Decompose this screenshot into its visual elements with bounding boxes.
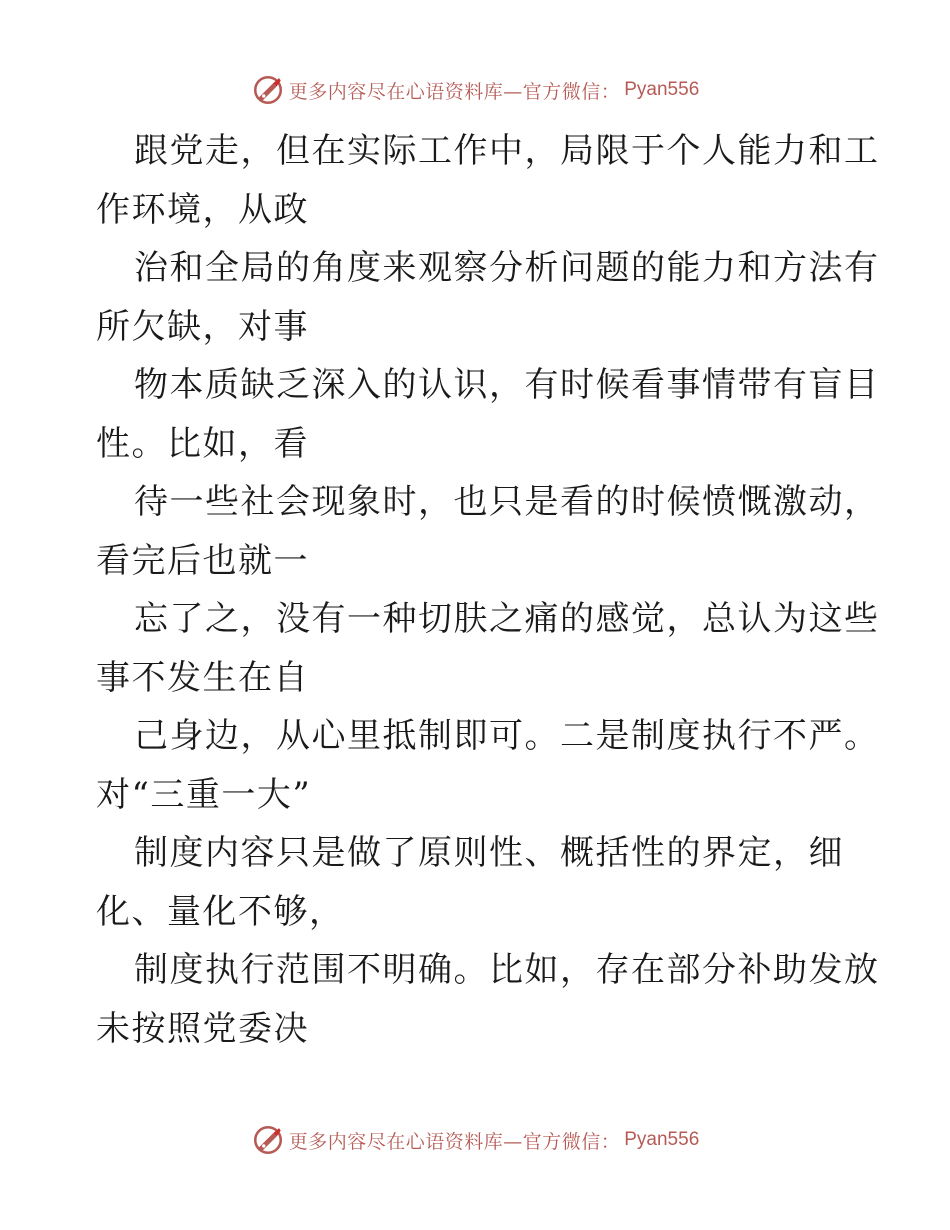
text-line: 所欠缺，对事 [96, 306, 309, 347]
text-line: 性。比如，看 [96, 423, 309, 464]
text-line: 己身边，从心里抵制即可。二是制度执行不严。 [134, 716, 880, 756]
footer-banner [0, 1120, 950, 1160]
text-line: 未按照党委决 [96, 1008, 309, 1049]
text-line: 事不发生在自 [96, 657, 309, 698]
text-line: 待一些社会现象时，也只是看的时候愤慨激动， [134, 482, 880, 522]
text-line: 跟党走，但在实际工作中，局限于个人能力和工 [134, 131, 880, 171]
text-line: 对“三重一大” [96, 774, 312, 815]
text-line: 作环境，从政 [96, 189, 309, 230]
pen-nib-logo-icon [251, 1123, 285, 1157]
header-banner [0, 70, 950, 110]
banner-text: 更多内容尽在心语资料库—官方微信： [288, 1130, 621, 1153]
pen-nib-logo-icon [251, 73, 285, 107]
wechat-id: Pyan556 [624, 79, 700, 100]
wechat-id: Pyan556 [624, 1129, 700, 1150]
text-line: 制度执行范围不明确。比如，存在部分补助发放 [134, 950, 880, 990]
text-line: 物本质缺乏深入的认识，有时候看事情带有盲目 [134, 365, 880, 405]
text-line: 制度内容只是做了原则性、概括性的界定，细 [134, 833, 844, 873]
text-line: 忘了之，没有一种切肤之痛的感觉，总认为这些 [134, 599, 880, 639]
banner-text: 更多内容尽在心语资料库—官方微信： [288, 80, 621, 103]
text-line: 看完后也就一 [96, 540, 309, 581]
text-line: 治和全局的角度来观察分析问题的能力和方法有 [134, 248, 880, 288]
document-body [96, 122, 880, 1058]
text-line: 化、量化不够， [96, 891, 345, 932]
